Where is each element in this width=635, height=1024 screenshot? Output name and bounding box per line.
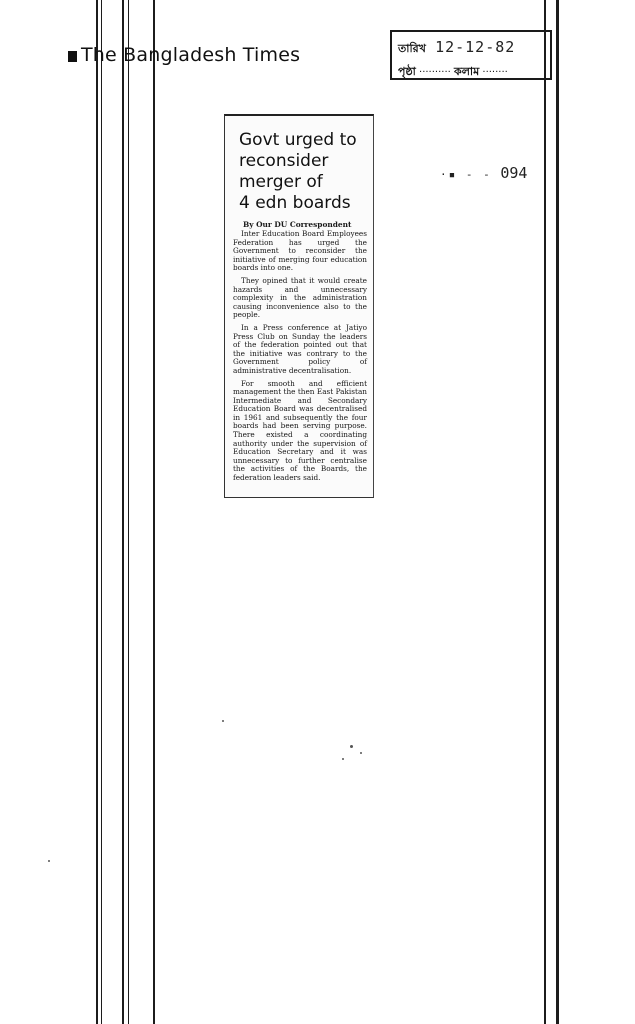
stamp-column-label: কলাম [454,65,480,78]
right-edge-line [556,0,559,1024]
archive-page-number [440,164,527,182]
binding-line [122,0,124,1024]
news-clipping [224,114,374,498]
article-byline: By Our DU Correspondent [243,220,352,229]
scan-speck [222,720,224,722]
scan-speck [350,745,353,748]
stamp-dots: ·········· [419,67,451,78]
archive-stamp [390,30,552,80]
binding-line [153,0,155,1024]
binding-line [101,0,102,1024]
binding-line [128,0,129,1024]
scan-speck [360,752,362,754]
article-paragraph: They opined that it would create hazards and unnecessary complexity in the administration causing inconvenience also to the people. [233,275,367,320]
page-number-value: 094 [500,164,528,182]
stamp-date-row [398,38,515,59]
scan-speck [342,758,344,760]
stamp-page-row [398,63,508,82]
article-paragraph: For smooth and efficient management the then East Pakistan Intermediate and Secondary Education Board was decentralised in 1961 and subsequently the four boards had been serving purpose. There existed a coordinating authority under the supervision of Education Secretary and it was unnecessary to further centralise the activities of the Boards, the federation leaders said. [233,378,367,483]
article-paragraph: In a Press conference at Jatiyo Press Club on Sunday the leaders of the federation pointed out that the initiative was contrary to the Government policy of administrative decentralisation. [233,322,367,375]
binding-line [96,0,98,1024]
masthead-marker-icon [68,51,77,62]
article-paragraph: Inter Education Board Employees Federation has urged the Government to reconsider the initiative of merging four education boards into one. [233,229,367,273]
stamp-date-label: তারিখ [398,42,426,55]
right-edge-line [544,0,546,1024]
stamp-dots: ········ [482,67,508,78]
publication-name: The Bangladesh Times [81,44,301,66]
stamp-date-value: 12-12-82 [435,38,516,56]
scan-speck [48,860,50,862]
stamp-page-label: পৃষ্ঠা [398,65,416,78]
article-headline: Govt urged to reconsider merger of 4 edn boards [239,130,357,213]
page-number-leader: ·▪ - - [440,168,501,181]
publication-masthead [68,44,300,66]
